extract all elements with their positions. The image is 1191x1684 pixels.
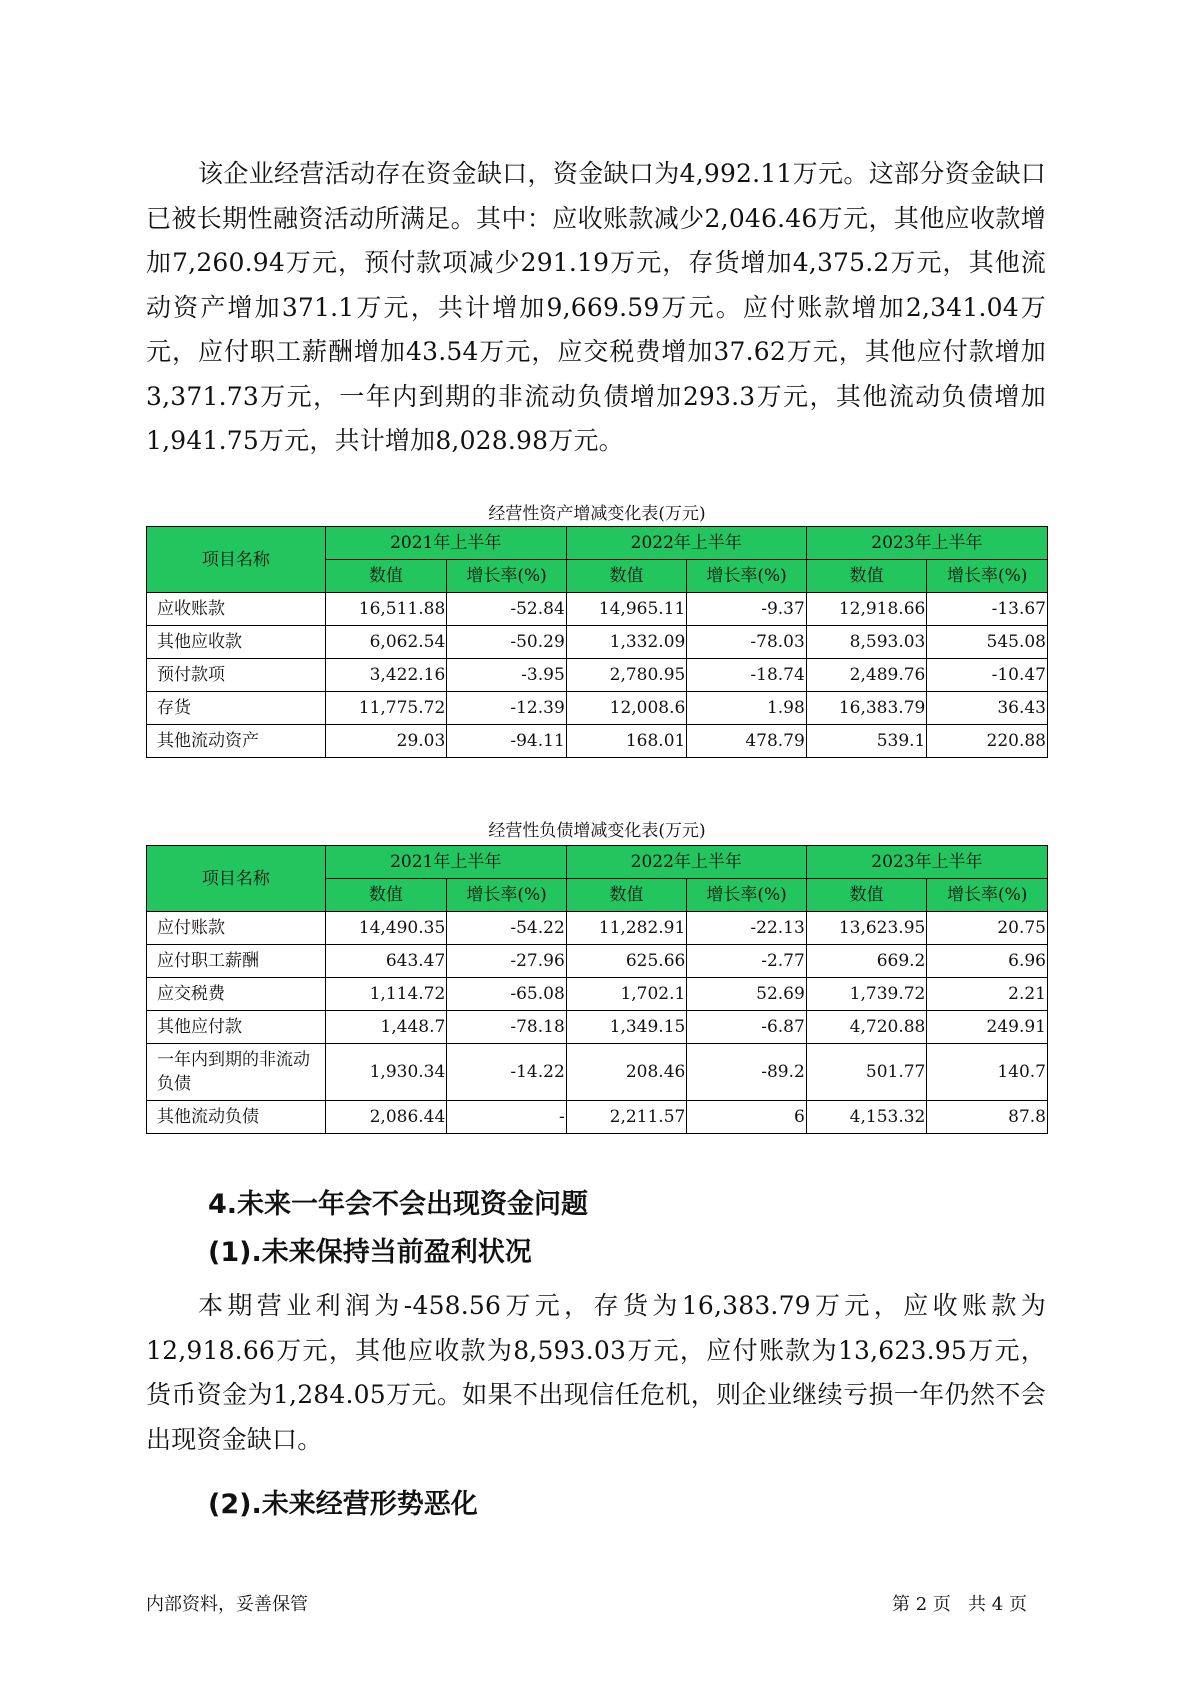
cell-growth: -18.74 [687,659,806,692]
cell-growth: -12.39 [447,692,566,725]
cell-value: 2,780.95 [566,659,687,692]
cell-value: 16,383.79 [806,692,927,725]
cell-growth: 6 [687,1101,806,1134]
cell-value: 4,153.32 [806,1101,927,1134]
row-name: 其他流动负债 [147,1101,326,1134]
cell-growth: -2.77 [687,945,806,978]
cell-growth: 249.91 [927,1011,1048,1044]
table-row [147,978,1048,1011]
subheader-growth: 增长率(%) [927,560,1048,593]
cell-growth: 220.88 [927,725,1048,758]
cell-growth: -89.2 [687,1044,806,1101]
subheader-growth: 增长率(%) [447,560,566,593]
subheader-value: 数值 [806,879,927,912]
operating-liabilities-table [146,845,1048,1134]
cell-growth: -50.29 [447,626,566,659]
subheader-growth: 增长率(%) [927,879,1048,912]
row-name: 其他应付款 [147,1011,326,1044]
subsection-heading: (1).未来保持当前盈利状况 [208,1237,532,1268]
cell-value: 14,490.35 [325,912,447,945]
header-period: 2023年上半年 [806,527,1047,560]
subheader-growth: 增长率(%) [447,879,566,912]
footer-confidential: 内部资料，妥善保管 [146,1594,308,1615]
subheader-growth: 增长率(%) [687,560,806,593]
subheader-value: 数值 [325,879,447,912]
cell-growth: -27.96 [447,945,566,978]
row-name: 应收账款 [147,593,326,626]
cell-value: 12,918.66 [806,593,927,626]
body-paragraph-funding-gap: 该企业经营活动存在资金缺口，资金缺口为4,992.11万元。这部分资金缺口已被长期性融资活动所满足。其中：应收账款减少2,046.46万元，其他应收款增加7,260.94万元，预付款项减少291.19万元，存货增加4,375.2万元，其他流动资产增加371.1万元，共计增加9,669.59万元。应付账款增加2,341.04万元，应付职工薪酬增加43.54万元，应交税费增加37.62万元，其他应付款增加3,371.73万元，一年内到期的非流动负债增加293.3万元，其他流动负债增加1,941.75万元，共计增加8,028.98万元。 [146,159,1046,455]
cell-value: 11,282.91 [566,912,687,945]
header-period: 2022年上半年 [566,846,806,879]
footer-page-number: 第 2 页 共 4 页 [892,1594,1027,1615]
cell-growth: -94.11 [447,725,566,758]
subheader-value: 数值 [806,560,927,593]
header-period: 2022年上半年 [566,527,806,560]
row-name: 其他流动资产 [147,725,326,758]
cell-value: 14,965.11 [566,593,687,626]
cell-value: 643.47 [325,945,447,978]
cell-growth: 36.43 [927,692,1048,725]
row-name: 应付职工薪酬 [147,945,326,978]
cell-value: 2,489.76 [806,659,927,692]
cell-value: 1,114.72 [325,978,447,1011]
header-item-name: 项目名称 [147,846,326,912]
cell-value: 1,332.09 [566,626,687,659]
table-row [147,945,1048,978]
cell-value: 208.46 [566,1044,687,1101]
cell-value: 1,349.15 [566,1011,687,1044]
cell-growth: 545.08 [927,626,1048,659]
cell-value: 2,211.57 [566,1101,687,1134]
cell-value: 1,702.1 [566,978,687,1011]
cell-growth: 6.96 [927,945,1048,978]
subsection-heading: (2).未来经营形势恶化 [208,1489,478,1520]
cell-growth: -78.03 [687,626,806,659]
cell-growth: -65.08 [447,978,566,1011]
table-row [147,912,1048,945]
cell-growth: 140.7 [927,1044,1048,1101]
cell-value: 625.66 [566,945,687,978]
cell-growth: 87.8 [927,1101,1048,1134]
cell-value: 16,511.88 [325,593,447,626]
subheader-growth: 增长率(%) [687,879,806,912]
cell-growth: -14.22 [447,1044,566,1101]
cell-growth: -6.87 [687,1011,806,1044]
table-caption-liabilities: 经营性负债增减变化表(万元) [488,821,706,841]
cell-growth: -52.84 [447,593,566,626]
cell-value: 1,930.34 [325,1044,447,1101]
cell-growth: 52.69 [687,978,806,1011]
row-name: 存货 [147,692,326,725]
cell-value: 2,086.44 [325,1101,447,1134]
cell-value: 539.1 [806,725,927,758]
cell-value: 8,593.03 [806,626,927,659]
header-period: 2021年上半年 [325,846,566,879]
header-period: 2021年上半年 [325,527,566,560]
cell-value: 168.01 [566,725,687,758]
table-header-row [147,527,1048,560]
cell-growth: 478.79 [687,725,806,758]
cell-growth: -10.47 [927,659,1048,692]
subheader-value: 数值 [566,879,687,912]
cell-value: 12,008.6 [566,692,687,725]
cell-growth: -13.67 [927,593,1048,626]
table-row [147,593,1048,626]
cell-value: 1,739.72 [806,978,927,1011]
table-row [147,725,1048,758]
cell-growth: -54.22 [447,912,566,945]
table-row [147,1011,1048,1044]
row-name: 预付款项 [147,659,326,692]
cell-value: 501.77 [806,1044,927,1101]
row-name: 应交税费 [147,978,326,1011]
cell-growth: -78.18 [447,1011,566,1044]
cell-growth: -3.95 [447,659,566,692]
table-row [147,1044,1048,1101]
section-heading: 4.未来一年会不会出现资金问题 [208,1189,589,1220]
row-name: 应付账款 [147,912,326,945]
subheader-value: 数值 [566,560,687,593]
table-header-row [147,846,1048,879]
operating-assets-table [146,526,1048,758]
cell-growth: 2.21 [927,978,1048,1011]
table-row [147,659,1048,692]
cell-value: 6,062.54 [325,626,447,659]
cell-value: 4,720.88 [806,1011,927,1044]
row-name: 一年内到期的非流动负债 [147,1044,326,1101]
cell-value: 3,422.16 [325,659,447,692]
cell-growth: 1.98 [687,692,806,725]
cell-growth: -9.37 [687,593,806,626]
cell-growth: -22.13 [687,912,806,945]
cell-growth: 20.75 [927,912,1048,945]
cell-value: 1,448.7 [325,1011,447,1044]
header-period: 2023年上半年 [806,846,1047,879]
header-item-name: 项目名称 [147,527,326,593]
body-paragraph-outlook: 本期营业利润为-458.56万元，存货为16,383.79万元，应收账款为12,918.66万元，其他应收款为8,593.03万元，应付账款为13,623.95万元，货币资金为1,284.05万元。如果不出现信任危机，则企业继续亏损一年仍然不会出现资金缺口。 [146,1291,1046,1454]
table-row [147,692,1048,725]
table-row [147,626,1048,659]
cell-growth: - [447,1101,566,1134]
table-caption-assets: 经营性资产增减变化表(万元) [488,504,706,524]
cell-value: 29.03 [325,725,447,758]
cell-value: 11,775.72 [325,692,447,725]
table-row [147,1101,1048,1134]
cell-value: 669.2 [806,945,927,978]
row-name: 其他应收款 [147,626,326,659]
subheader-value: 数值 [325,560,447,593]
cell-value: 13,623.95 [806,912,927,945]
